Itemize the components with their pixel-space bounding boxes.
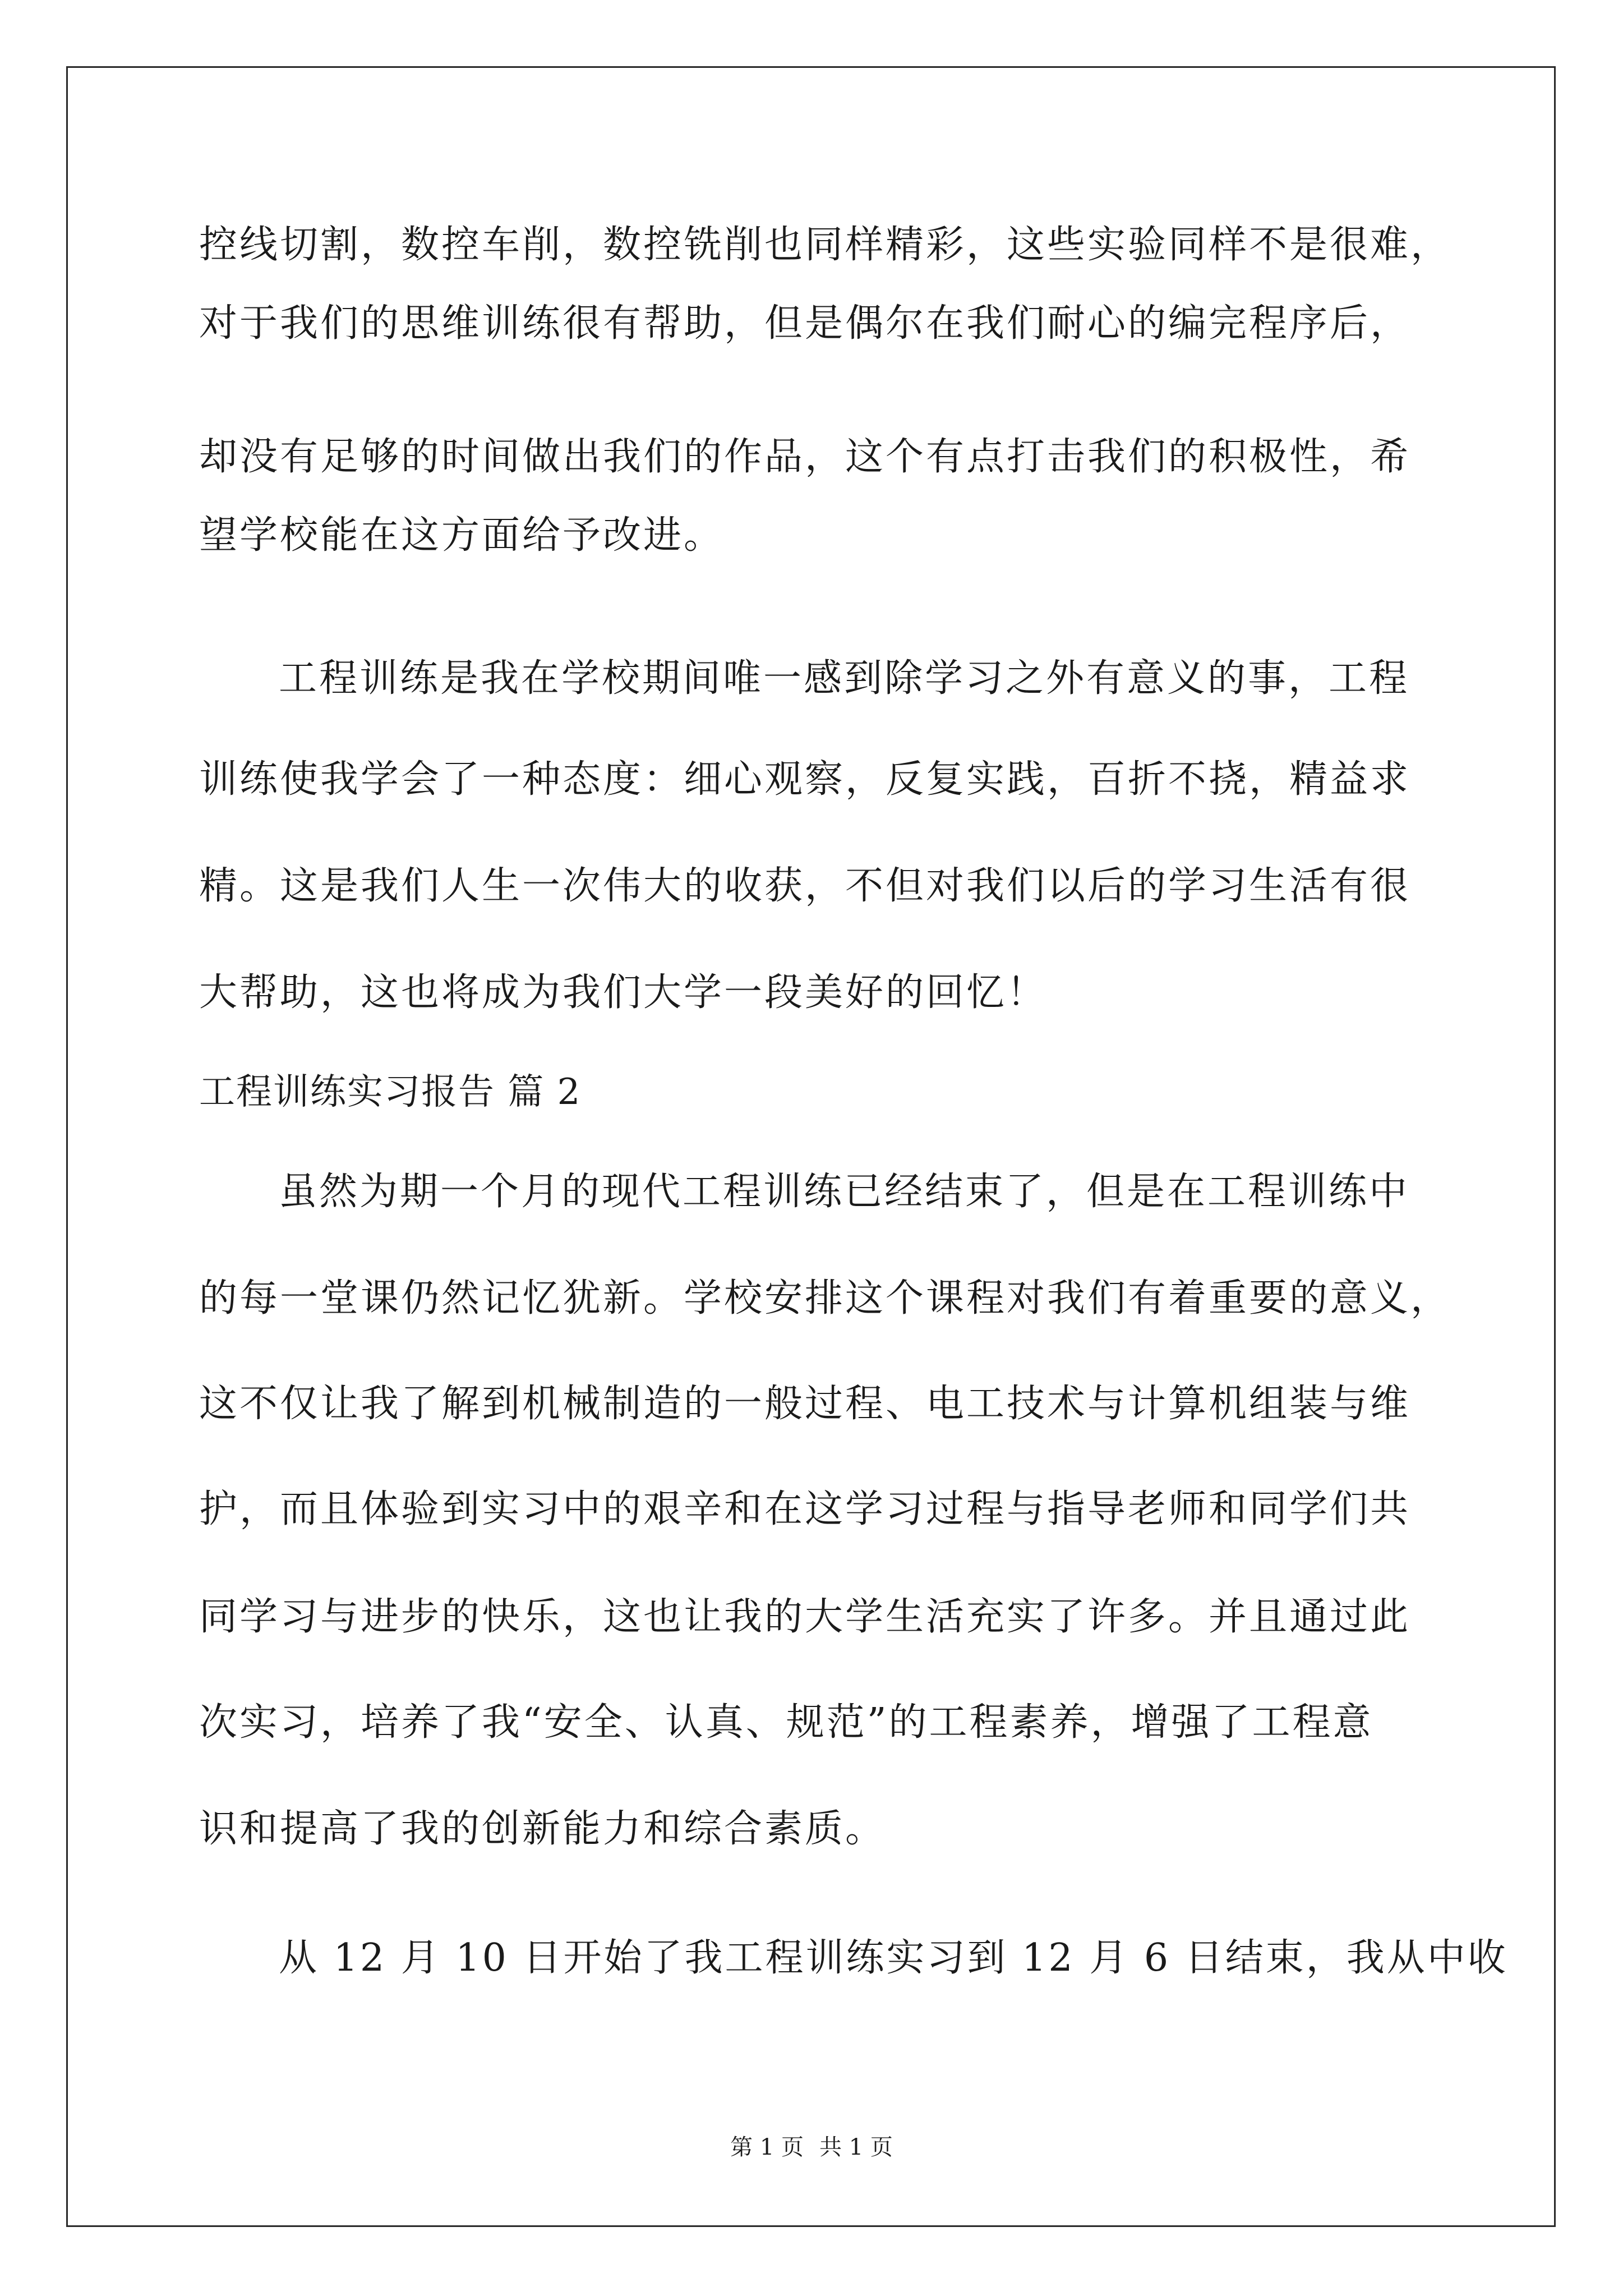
paragraph-3-line-3: 这不仅让我了解到机械制造的一般过程、电工技术与计算机组装与维 <box>199 1382 1411 1426</box>
page-footer <box>0 2132 1623 2163</box>
section-heading: 工程训练实习报告 篇 2 <box>199 1071 582 1113</box>
paragraph-2-line-1: 工程训练是我在学校期间唯一感到除学习之外有意义的事，工程 <box>279 656 1410 701</box>
paragraph-3-line-4: 护，而且体验到实习中的艰辛和在这学习过程与指导老师和同学们共 <box>199 1487 1411 1531</box>
paragraph-1-line-2: 对于我们的思维训练很有帮助，但是偶尔在我们耐心的编完程序后， <box>199 301 1411 346</box>
paragraph-4-line-1: 从 12 月 10 日开始了我工程训练实习到 12 月 6 日结束，我从中收 <box>279 1936 1508 1980</box>
paragraph-2-line-2: 训练使我学会了一种态度：细心观察，反复实践，百折不挠，精益求 <box>199 757 1411 802</box>
paragraph-1-line-1: 控线切割，数控车削，数控铣削也同样精彩，这些实验同样不是很难， <box>199 223 1451 267</box>
page-total: 共 1 页 <box>819 2134 893 2160</box>
paragraph-1-line-3: 却没有足够的时间做出我们的作品，这个有点打击我们的积极性，希 <box>199 435 1411 479</box>
paragraph-2-line-3: 精。这是我们人生一次伟大的收获，不但对我们以后的学习生活有很 <box>199 864 1411 908</box>
paragraph-3-line-2: 的每一堂课仍然记忆犹新。学校安排这个课程对我们有着重要的意义， <box>199 1276 1451 1320</box>
paragraph-3-line-6: 次实习，培养了我“安全、认真、规范”的工程素养，增强了工程意 <box>199 1700 1373 1745</box>
paragraph-3-line-1: 虽然为期一个月的现代工程训练已经结束了，但是在工程训练中 <box>279 1170 1410 1214</box>
page-number: 第 1 页 <box>730 2134 804 2160</box>
paragraph-3-line-7: 识和提高了我的创新能力和综合素质。 <box>199 1807 886 1851</box>
page-border <box>66 66 1556 2227</box>
paragraph-1-line-4: 望学校能在这方面给予改进。 <box>199 513 725 558</box>
paragraph-3-line-5: 同学习与进步的快乐，这也让我的大学生活充实了许多。并且通过此 <box>199 1595 1411 1639</box>
paragraph-2-line-4: 大帮助，这也将成为我们大学一段美好的回忆！ <box>199 970 1048 1015</box>
